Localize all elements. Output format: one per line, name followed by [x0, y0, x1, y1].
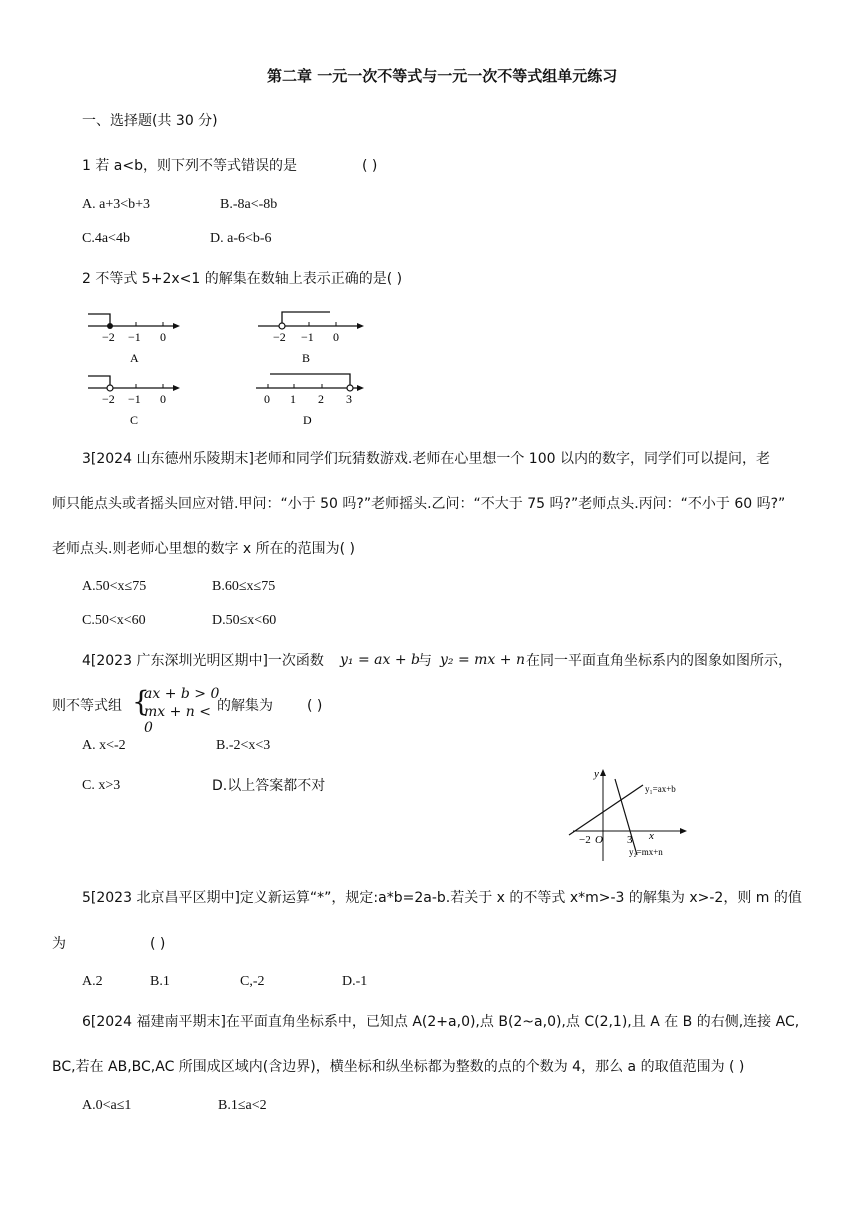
- question-5-answer-paren: ( ): [150, 936, 166, 952]
- system-inequality-1: ax + b > 0: [144, 686, 220, 702]
- question-6-line-2: BC,若在 AB,BC,AC 所围成区域内(含边界)，横坐标和纵坐标都为整数的点的个数为 4，那么 a 的取值范围为 ( ): [52, 1059, 745, 1075]
- question-5-option-b: B.1: [150, 974, 170, 989]
- question-3-option-a: A.50<x≤75: [82, 579, 147, 594]
- y-axis-label: y: [594, 768, 599, 780]
- question-5-option-d: D.-1: [342, 974, 368, 989]
- tick-label: −1: [128, 330, 141, 344]
- question-4-text-a: 4[2023 广东深圳光明区期中]一次函数: [82, 653, 324, 669]
- question-3-option-d: D.50≤x<60: [212, 613, 277, 628]
- question-4-text-d: 则不等式组: [52, 698, 122, 714]
- question-3-option-c: C.50<x<60: [82, 613, 146, 628]
- number-line-figures: [80, 304, 380, 434]
- tick-label: 1: [290, 392, 296, 406]
- question-1-answer-paren: ( ): [362, 158, 378, 174]
- question-3-line-2: 师只能点头或者摇头回应对错.甲问：“小于 50 吗?”老师摇头.乙问：“不大于 75 吗?”老师点头.丙问：“不小于 60 吗?”: [52, 496, 786, 512]
- question-4-text-e: 的解集为: [217, 698, 273, 714]
- tick-label: −1: [301, 330, 314, 344]
- tick-label: 0: [160, 392, 166, 406]
- question-4-eq-2: y₂ = mx + n: [440, 652, 525, 668]
- tick-label: 0: [264, 392, 270, 406]
- question-5-option-c: C,-2: [240, 974, 265, 989]
- line-y2: [615, 779, 637, 855]
- question-4-text-c: 在同一平面直角坐标系内的图象如图所示，: [526, 653, 792, 669]
- figure-label-d: D: [303, 413, 312, 427]
- inequality-system: [132, 684, 222, 736]
- question-4-option-c: C. x>3: [82, 778, 121, 793]
- question-1-stem: 1 若 a<b，则下列不等式错误的是: [82, 158, 298, 174]
- tick-label: −2: [273, 330, 286, 344]
- origin-label: O: [595, 834, 603, 846]
- question-1-option-a: A. a+3<b+3: [82, 197, 151, 212]
- number-line-b: [258, 312, 364, 365]
- question-3-option-b: B.60≤x≤75: [212, 579, 276, 594]
- question-4-option-b: B.-2<x<3: [216, 738, 271, 753]
- question-6-option-b: B.1≤a<2: [218, 1098, 267, 1113]
- question-4-option-d: D.以上答案都不对: [212, 778, 326, 794]
- question-3-line-3: 老师点头.则老师心里想的数字 x 所在的范围为( ): [52, 541, 356, 557]
- x-tick-label: 3: [627, 834, 633, 846]
- figure-label-a: A: [130, 351, 139, 365]
- question-5-line-2: 为: [52, 936, 66, 952]
- question-3-line-1: 3[2024 山东德州乐陵期末]老师和同学们玩猜数游戏.老师在心里想一个 100 以内的数字，同学们可以提问，老: [82, 451, 770, 467]
- question-6-line-1: 6[2024 福建南平期末]在平面直角坐标系中，已知点 A(2+a,0),点 B(2~a,0),点 C(2,1),且 A 在 B 的右侧,连接 AC,: [82, 1014, 800, 1030]
- question-5-line-1: 5[2023 北京昌平区期中]定义新运算“*”，规定:a*b=2a-b.若关于 x 的不等式 x*m>-3 的解集为 x>-2，则 m 的值: [82, 890, 802, 906]
- tick-label: −1: [128, 392, 141, 406]
- figure-label-c: C: [130, 413, 139, 427]
- section-heading: 一、选择题(共 30 分): [82, 113, 218, 129]
- question-4-eq-1: y₁ = ax + b: [340, 652, 420, 668]
- tick-label: 0: [160, 330, 166, 344]
- question-1-option-d: D. a-6<b-6: [210, 231, 272, 246]
- number-line-c: [88, 376, 180, 427]
- question-1-option-c: C.4a<4b: [82, 231, 130, 246]
- question-4-option-a: A. x<-2: [82, 738, 126, 753]
- x-axis-label: x: [649, 830, 654, 842]
- question-4-text-b: 与: [418, 653, 432, 669]
- page-title: 第二章 一元一次不等式与一元一次不等式组单元练习: [267, 67, 618, 85]
- brace-icon: {: [132, 685, 150, 718]
- system-inequality-2: mx + n < 0: [144, 704, 211, 736]
- line-y2-label: y₂=mx+n: [629, 847, 663, 857]
- tick-label: −2: [102, 330, 115, 344]
- x-tick-label: −2: [579, 834, 591, 846]
- line-y1-label: y₁=ax+b: [645, 784, 676, 794]
- question-5-option-a: A.2: [82, 974, 103, 989]
- linear-function-graph: [567, 765, 697, 865]
- question-6-option-a: A.0<a≤1: [82, 1098, 132, 1113]
- question-1-option-b: B.-8a<-8b: [220, 197, 278, 212]
- figure-label-b: B: [302, 351, 311, 365]
- line-y1: [569, 785, 643, 835]
- number-line-a: [88, 314, 180, 365]
- tick-label: 2: [318, 392, 324, 406]
- question-2-stem: 2 不等式 5+2x<1 的解集在数轴上表示正确的是( ): [82, 271, 403, 287]
- tick-label: 3: [346, 392, 352, 406]
- tick-label: −2: [102, 392, 115, 406]
- number-line-d: [256, 374, 364, 427]
- question-4-answer-paren: ( ): [307, 698, 323, 714]
- tick-label: 0: [333, 330, 339, 344]
